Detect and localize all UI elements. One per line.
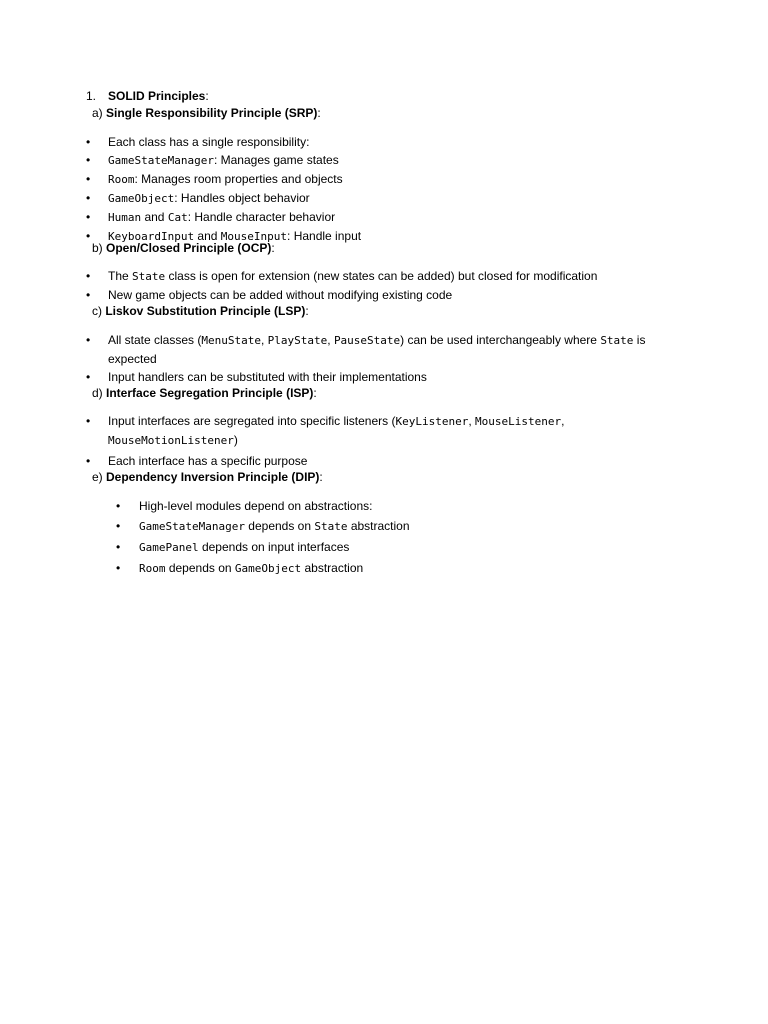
list-item: • High-level modules depend on abstractions: bbox=[116, 496, 676, 516]
bullet-icon: • bbox=[116, 519, 121, 533]
bullet-icon: • bbox=[116, 561, 121, 575]
code-term: GameStateManager bbox=[139, 520, 245, 533]
list-item: • KeyboardInput and MouseInput: Handle input bbox=[86, 229, 362, 243]
isp-list bbox=[86, 412, 586, 470]
code-term: GameObject bbox=[234, 562, 302, 575]
bullet-icon: • bbox=[86, 172, 91, 186]
list-item: • New game objects can be added without modifying existing code bbox=[86, 288, 453, 302]
subheading-label: c) bbox=[92, 304, 106, 318]
list-item: • All state classes (MenuState, PlayState, PauseState) can be used interchangeably where State is expected bbox=[86, 333, 646, 366]
list-item: • The State class is open for extension (new states can be added) but closed for modification bbox=[86, 269, 598, 283]
subheading-label: a) bbox=[92, 106, 107, 120]
bullet-icon: • bbox=[86, 414, 91, 428]
list-number: 1. bbox=[86, 89, 97, 103]
code-term: GameStateManager bbox=[108, 154, 214, 167]
code-term: State bbox=[314, 520, 348, 533]
list-item: • Room depends on GameObject abstraction bbox=[116, 558, 676, 579]
bullet-icon: • bbox=[116, 540, 121, 554]
dip-list bbox=[116, 496, 676, 579]
subheading-title: Interface Segregation Principle (ISP) bbox=[106, 386, 314, 400]
heading-title: SOLID Principles bbox=[108, 89, 206, 103]
subheading-title: Single Responsibility Principle (SRP) bbox=[106, 106, 318, 120]
subheading-title: Open/Closed Principle (OCP) bbox=[106, 241, 272, 255]
lsp-list bbox=[86, 331, 656, 386]
list-item: • GameStateManager: Manages game states bbox=[86, 153, 339, 167]
code-term: Human bbox=[108, 211, 142, 224]
list-item: • Human and Cat: Handle character behavior bbox=[86, 210, 336, 224]
list-item: • Input interfaces are segregated into specific listeners (KeyListener, MouseListener, MouseMotionListener) bbox=[86, 414, 565, 447]
bullet-icon: • bbox=[86, 288, 91, 302]
subheading-title: Liskov Substitution Principle (LSP) bbox=[105, 304, 306, 318]
bullet-icon: • bbox=[86, 153, 91, 167]
subheading-label: e) bbox=[92, 470, 107, 484]
list-item: • GameStateManager depends on State abstraction bbox=[116, 516, 676, 537]
code-term: Cat bbox=[167, 211, 188, 224]
list-item: • Room: Manages room properties and objects bbox=[86, 172, 343, 186]
bullet-icon: • bbox=[116, 499, 121, 513]
bullet-icon: • bbox=[86, 210, 91, 224]
code-term: MouseInput bbox=[220, 230, 288, 243]
subheading-srp: a) Single Responsibility Principle (SRP): bbox=[92, 106, 321, 120]
code-term: GameObject bbox=[108, 192, 175, 205]
code-term: GamePanel bbox=[139, 541, 199, 554]
ocp-list bbox=[86, 267, 686, 304]
code-term: Room bbox=[108, 173, 135, 186]
code-term: KeyboardInput bbox=[108, 230, 195, 243]
subheading-ocp: b) Open/Closed Principle (OCP): bbox=[92, 241, 275, 255]
bullet-icon: • bbox=[86, 229, 91, 243]
bullet-icon: • bbox=[86, 191, 91, 205]
subheading-isp: d) Interface Segregation Principle (ISP): bbox=[92, 386, 317, 400]
code-term: Room bbox=[139, 562, 166, 575]
code-term: MouseListener bbox=[475, 415, 562, 428]
code-term: State bbox=[600, 334, 634, 347]
list-item: • GameObject: Handles object behavior bbox=[86, 191, 310, 205]
bullet-icon: • bbox=[86, 135, 91, 149]
bullet-icon: • bbox=[86, 269, 91, 283]
subheading-label: d) bbox=[92, 386, 107, 400]
code-term: MenuState bbox=[201, 334, 261, 347]
subheading-title: Dependency Inversion Principle (DIP) bbox=[106, 470, 320, 484]
list-item: • Each class has a single responsibility: bbox=[86, 135, 310, 149]
srp-list bbox=[86, 133, 686, 246]
code-term: PauseState bbox=[333, 334, 401, 347]
subheading-dip: e) Dependency Inversion Principle (DIP): bbox=[92, 470, 323, 484]
bullet-icon: • bbox=[86, 370, 91, 384]
list-item: • Each interface has a specific purpose bbox=[86, 454, 308, 468]
section-heading bbox=[86, 88, 209, 104]
subheading-lsp: c) Liskov Substitution Principle (LSP): bbox=[92, 304, 309, 318]
code-term: State bbox=[132, 270, 166, 283]
bullet-icon: • bbox=[86, 454, 91, 468]
list-item: • GamePanel depends on input interfaces bbox=[116, 537, 676, 558]
heading-suffix: : bbox=[205, 89, 209, 103]
code-term: KeyListener bbox=[395, 415, 469, 428]
code-term: MouseMotionListener bbox=[108, 434, 234, 447]
subheading-label: b) bbox=[92, 241, 107, 255]
bullet-icon: • bbox=[86, 333, 91, 347]
list-item: • Input handlers can be substituted with their implementations bbox=[86, 370, 427, 384]
code-term: PlayState bbox=[267, 334, 328, 347]
